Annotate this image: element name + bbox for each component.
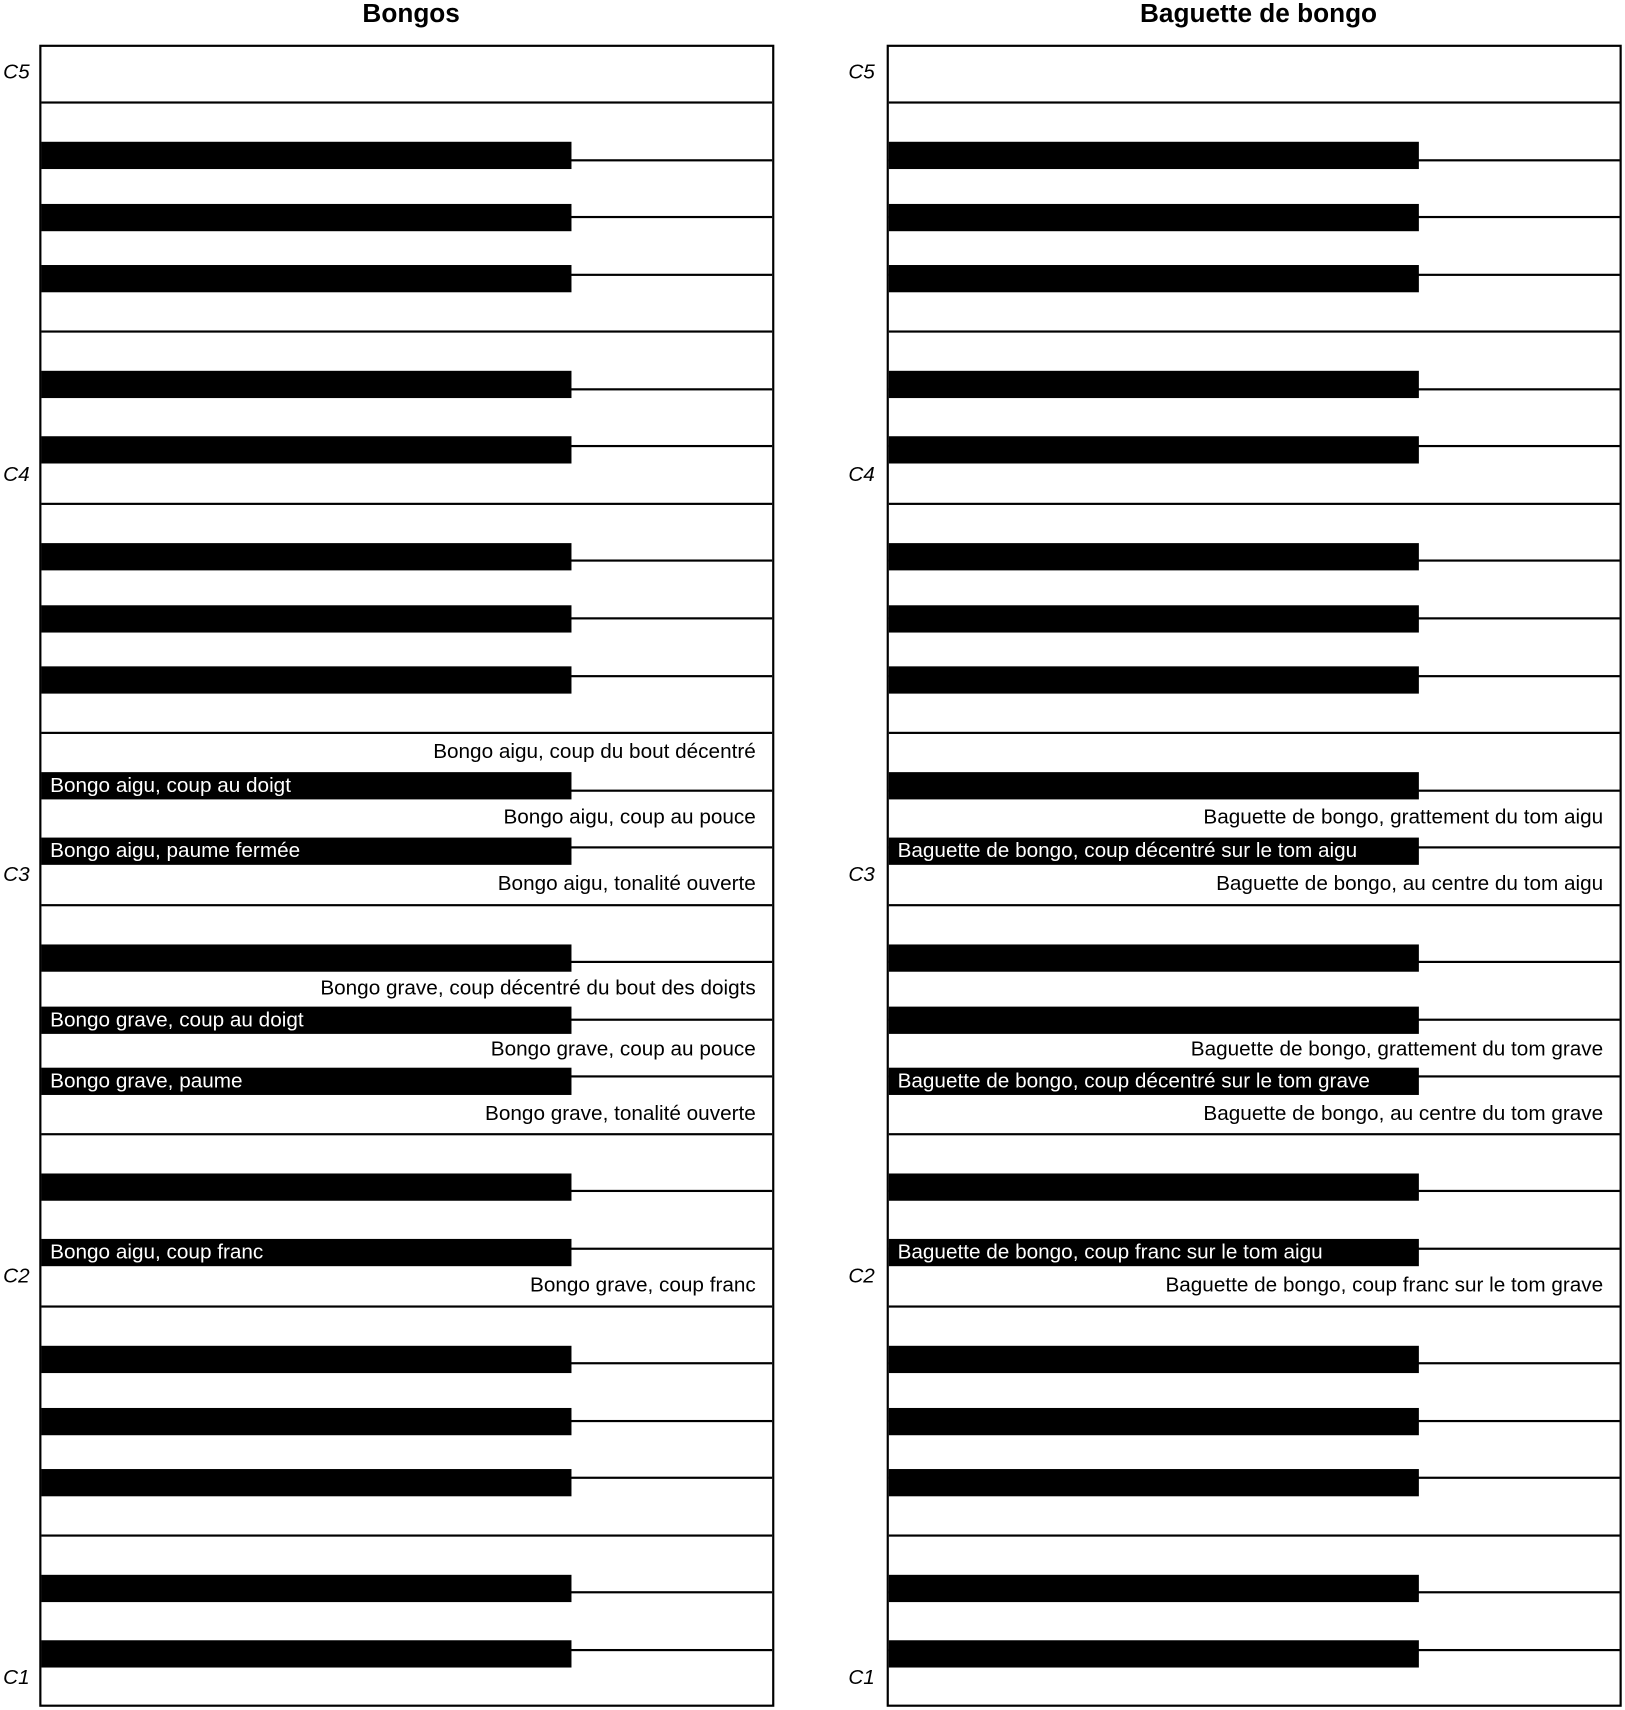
octave-label: C1: [848, 1666, 875, 1690]
white-key-divider: [41, 503, 772, 505]
black-key: [889, 543, 1419, 570]
black-key: [41, 1173, 571, 1200]
black-key: [889, 436, 1419, 463]
panel-title-bongos: Bongos: [362, 0, 460, 29]
black-key: [889, 944, 1419, 971]
black-key: [889, 837, 1419, 864]
black-key: [41, 1469, 571, 1496]
white-key-divider: [41, 732, 772, 734]
black-key-label: Bongo aigu, coup au doigt: [50, 774, 291, 798]
octave-label: C4: [848, 463, 875, 486]
black-key: [889, 605, 1419, 632]
panel-title-bongo-stick: Baguette de bongo: [1140, 0, 1378, 29]
black-key: [41, 371, 571, 398]
black-key: [41, 265, 571, 292]
octave-label: C4: [3, 463, 30, 486]
octave-label: C1: [3, 1666, 30, 1690]
white-key-divider: [41, 101, 772, 103]
black-key: [41, 436, 571, 463]
keyboard-bongo-stick: [887, 45, 1622, 1707]
black-key: [889, 1006, 1419, 1033]
white-key-label: Baguette de bongo, au centre du tom grave: [1203, 1102, 1604, 1126]
black-key: [889, 1067, 1419, 1094]
octave-label: C2: [848, 1265, 875, 1289]
black-key-label: Bongo aigu, coup franc: [50, 1240, 264, 1264]
white-key-divider: [41, 1305, 772, 1307]
black-key: [41, 1345, 571, 1372]
black-key: [889, 142, 1419, 169]
black-key: [889, 1239, 1419, 1266]
black-key: [41, 142, 571, 169]
black-key: [889, 1469, 1419, 1496]
black-key: [41, 204, 571, 231]
white-key-divider: [889, 1133, 1620, 1135]
black-key: [41, 837, 571, 864]
octave-label: C5: [848, 61, 875, 85]
black-key: [41, 944, 571, 971]
white-key-label: Bongo aigu, tonalité ouverte: [497, 872, 756, 896]
black-key: [41, 666, 571, 693]
black-key: [889, 1640, 1419, 1667]
white-key-label: Bongo aigu, coup du bout décentré: [433, 740, 756, 764]
black-key: [41, 1408, 571, 1435]
white-key-divider: [889, 904, 1620, 906]
black-key: [889, 265, 1419, 292]
white-key-divider: [41, 331, 772, 333]
white-key-divider: [889, 331, 1620, 333]
octave-label: C2: [3, 1265, 30, 1289]
black-key: [889, 1173, 1419, 1200]
white-key-label: Baguette de bongo, au centre du tom aigu: [1216, 872, 1604, 896]
black-key-label: Bongo grave, coup au doigt: [50, 1008, 304, 1032]
white-key-label: Baguette de bongo, grattement du tom aigu: [1203, 806, 1604, 830]
white-key-divider: [41, 1534, 772, 1536]
black-key-label: Baguette de bongo, coup franc sur le tom aigu: [897, 1240, 1323, 1264]
white-key-label: Bongo grave, coup franc: [529, 1273, 756, 1297]
black-key-label: Bongo grave, paume: [50, 1069, 243, 1093]
black-key: [889, 204, 1419, 231]
black-key: [889, 1345, 1419, 1372]
white-key-label: Bongo grave, coup décentré du bout des doigts: [320, 976, 756, 1000]
white-key-label: Bongo grave, tonalité ouverte: [485, 1102, 756, 1126]
black-key: [41, 605, 571, 632]
white-key-divider: [889, 101, 1620, 103]
white-key-label: Bongo aigu, coup au pouce: [503, 806, 756, 830]
black-key: [41, 1006, 571, 1033]
black-key: [41, 543, 571, 570]
white-key-label: Baguette de bongo, grattement du tom grave: [1190, 1038, 1604, 1062]
white-key-divider: [889, 1534, 1620, 1536]
white-key-divider: [41, 904, 772, 906]
octave-label: C5: [3, 61, 30, 85]
black-key: [41, 772, 571, 799]
keyboard-bongos: [39, 45, 774, 1707]
white-key-divider: [889, 1305, 1620, 1307]
black-key-label: Baguette de bongo, coup décentré sur le tom aigu: [897, 839, 1358, 863]
black-key: [889, 1574, 1419, 1601]
white-key-divider: [41, 1133, 772, 1135]
black-key-label: Baguette de bongo, coup décentré sur le tom grave: [897, 1069, 1370, 1093]
black-key: [41, 1067, 571, 1094]
black-key: [889, 666, 1419, 693]
octave-label: C3: [3, 864, 30, 888]
black-key: [41, 1574, 571, 1601]
black-key: [889, 1408, 1419, 1435]
black-key-label: Bongo aigu, paume fermée: [50, 839, 301, 863]
white-key-divider: [889, 503, 1620, 505]
black-key: [41, 1239, 571, 1266]
white-key-label: Bongo grave, coup au pouce: [490, 1038, 756, 1062]
white-key-label: Baguette de bongo, coup franc sur le tom grave: [1165, 1273, 1604, 1297]
white-key-divider: [889, 732, 1620, 734]
octave-label: C3: [848, 864, 875, 888]
black-key: [41, 1640, 571, 1667]
black-key: [889, 371, 1419, 398]
black-key: [889, 772, 1419, 799]
